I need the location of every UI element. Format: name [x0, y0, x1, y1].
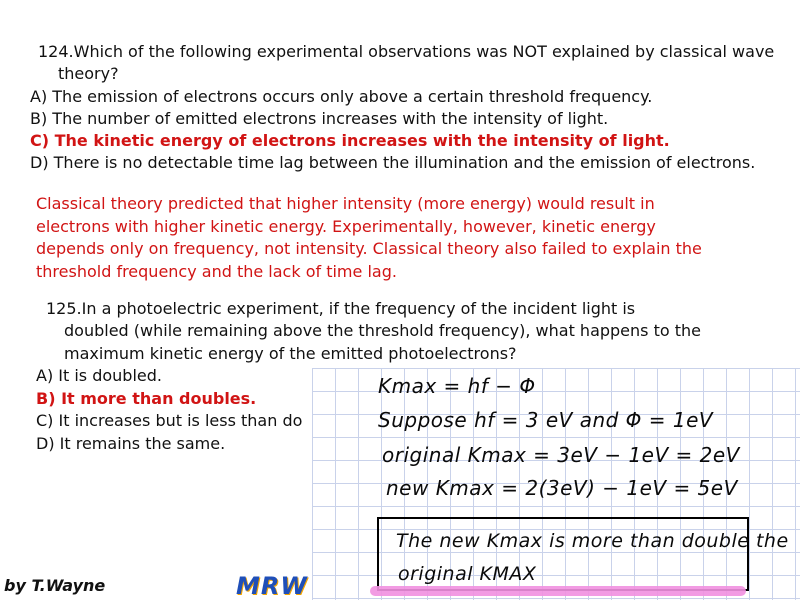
q124-choice-d: D) There is no detectable time lag between the illumination and the emission of electrons. [30, 153, 756, 172]
q125-stem-line3: maximum kinetic energy of the emitted photoelectrons? [64, 344, 517, 363]
q124-stem-line1: 124.Which of the following experimental observations was NOT explained by classical wave [38, 42, 775, 61]
q124-choice-b: B) The number of emitted electrons increases with the intensity of light. [30, 109, 609, 128]
explanation-line: threshold frequency and the lack of time lag. [36, 261, 397, 281]
explanation-line: Classical theory predicted that higher intensity (more energy) would result in [36, 194, 655, 213]
handwritten-new-kmax: new Kmax = 2(3eV) − 1eV = 5eV [386, 476, 738, 500]
handwritten-original-kmax: original Kmax = 3eV − 1eV = 2eV [382, 443, 740, 467]
q124-choice-a: A) The emission of electrons occurs only above a certain threshold frequency. [30, 87, 653, 106]
conclusion-line2: original KMAX [398, 563, 537, 585]
q125-choice-d: D) It remains the same. [36, 434, 226, 453]
handwritten-suppose: Suppose hf = 3 eV and Φ = 1eV [378, 408, 714, 432]
handwritten-kmax-formula: Kmax = hf − Φ [378, 374, 536, 398]
q125-choice-a: A) It is doubled. [36, 366, 162, 385]
mrw-logo: MRW [236, 572, 308, 600]
author-credit: by T.Wayne [4, 576, 106, 595]
explanation-line: depends only on frequency, not intensity. Classical theory also failed to explain the [36, 239, 702, 258]
q125-choice-b-answer: B) It more than doubles. [36, 389, 257, 408]
q125-choice-c: C) It increases but is less than do [36, 411, 303, 430]
q125-stem-line2: doubled (while remaining above the threshold frequency), what happens to the [64, 321, 701, 340]
q124-stem-line2: theory? [58, 64, 119, 83]
q124-explanation [36, 193, 736, 283]
q125-stem-line1: 125.In a photoelectric experiment, if the frequency of the incident light is [46, 299, 636, 318]
explanation-line: electrons with higher kinetic energy. Experimentally, however, kinetic energy [36, 216, 656, 236]
q124-choice-c-answer: C) The kinetic energy of electrons increases with the intensity of light. [30, 131, 670, 150]
highlight-stroke [370, 586, 746, 596]
conclusion-line1: The new Kmax is more than double the [396, 530, 789, 552]
